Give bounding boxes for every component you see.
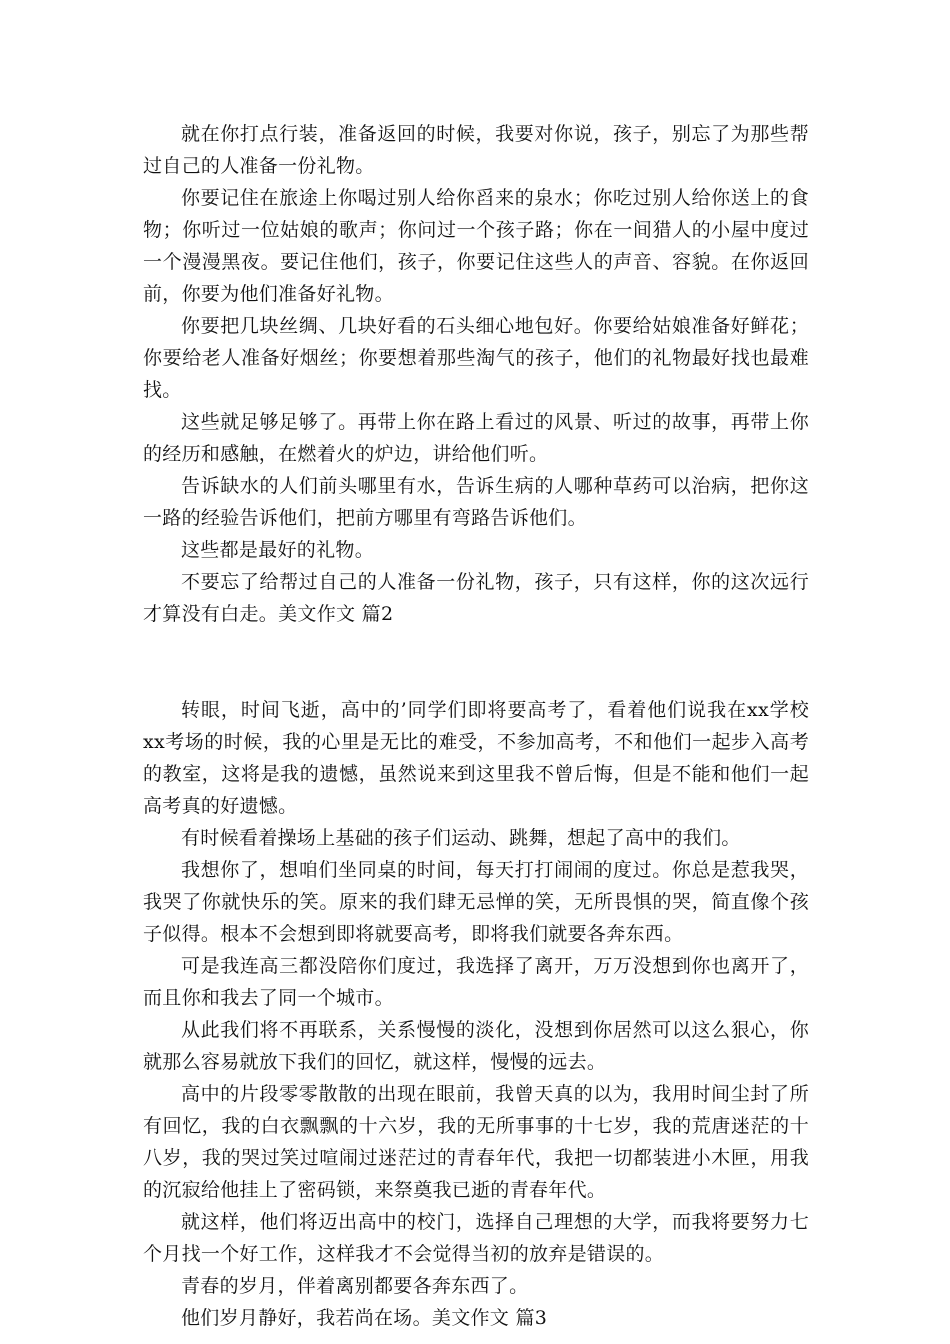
paragraph: 转眼，时间飞逝，高中的’同学们即将要高考了，看着他们说我在xx学校xx考场的时候，我的心里是无比的难受，不参加高考，不和他们一起步入高考的教室，这将是我的遗憾，虽然说来到这里我不曾后悔，但是不能和他们一起高考真的好遗憾。 (143, 699, 809, 817)
paragraph: 这些都是最好的礼物。 (181, 539, 375, 561)
paragraph: 就在你打点行装，准备返回的时候，我要对你说，孩子，别忘了为那些帮过自己的人准备一份礼物。 (143, 123, 809, 177)
paragraph: 有时候看着操场上基础的孩子们运动、跳舞，想起了高中的我们。 (181, 827, 741, 849)
paragraph: 你要把几块丝绸、几块好看的石头细心地包好。你要给姑娘准备好鲜花；你要给老人准备好烟丝；你要想着那些淘气的孩子，他们的礼物最好找也最难找。 (143, 315, 809, 401)
paragraph: 就这样，他们将迈出高中的校门，选择自己理想的大学，而我将要努力七个月找一个好工作，这样我才不会觉得当初的放弃是错误的。 (143, 1211, 809, 1265)
paragraph: 告诉缺水的人们前头哪里有水，告诉生病的人哪种草药可以治病，把你这一路的经验告诉他们，把前方哪里有弯路告诉他们。 (143, 475, 809, 529)
paragraph: 高中的片段零零散散的出现在眼前，我曾天真的以为，我用时间尘封了所有回忆，我的白衣飘飘的十六岁，我的无所事事的十七岁，我的荒唐迷茫的十八岁，我的哭过笑过喧闹过迷茫过的青春年代，我把一切都装进小木匣，用我的沉寂给他挂上了密码锁，来祭奠我已逝的青春年代。 (143, 1083, 809, 1201)
paragraph: 青春的岁月，伴着离别都要各奔东西了。 (181, 1275, 529, 1297)
paragraph: 我想你了，想咱们坐同桌的时间，每天打打闹闹的度过。你总是惹我哭，我哭了你就快乐的笑。原来的我们肆无忌惮的笑，无所畏惧的哭，简直像个孩子似得。根本不会想到即将就要高考，即将我们就要各奔东西。 (143, 859, 809, 945)
paragraph: 从此我们将不再联系，关系慢慢的淡化，没想到你居然可以这么狠心，你就那么容易就放下我们的回忆，就这样，慢慢的远去。 (143, 1019, 809, 1073)
paragraph: 这些就足够足够了。再带上你在路上看过的风景、听过的故事，再带上你的经历和感触，在燃着火的炉边，讲给他们听。 (143, 411, 809, 465)
section-spacer (143, 630, 809, 694)
article-section-2 (143, 694, 809, 1334)
paragraph: 可是我连高三都没陪你们度过，我选择了离开，万万没想到你也离开了，而且你和我去了同一个城市。 (143, 955, 809, 1009)
paragraph: 他们岁月静好，我若尚在场。美文作文 篇3 (181, 1307, 548, 1329)
paragraph: 你要记住在旅途上你喝过别人给你舀来的泉水；你吃过别人给你送上的食物；你听过一位姑娘的歌声；你问过一个孩子路；你在一间猎人的小屋中度过一个漫漫黑夜。要记住他们，孩子，你要记住这些人的声音、容貌。在你返回前，你要为他们准备好礼物。 (143, 187, 809, 305)
paragraph: 不要忘了给帮过自己的人准备一份礼物，孩子，只有这样，你的这次远行才算没有白走。美文作文 篇2 (143, 571, 809, 625)
article-section-1 (143, 118, 809, 630)
document-page (143, 118, 809, 1334)
